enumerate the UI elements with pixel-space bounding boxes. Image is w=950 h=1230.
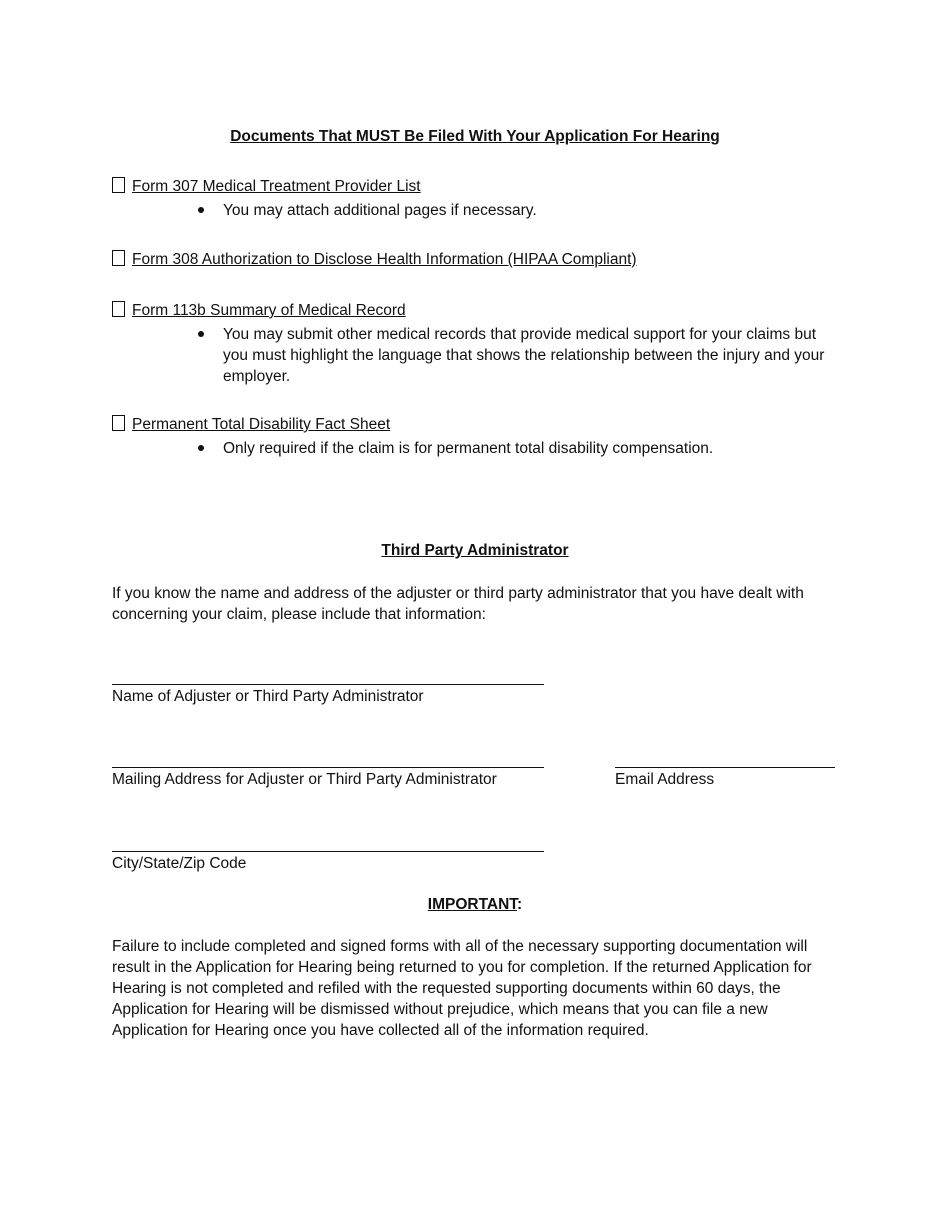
adjuster-name-label: Name of Adjuster or Third Party Administrator [112, 688, 424, 705]
ptd-fact-sheet-label: Permanent Total Disability Fact Sheet [132, 416, 391, 433]
bullet-icon [198, 445, 204, 451]
bullet-icon [198, 331, 204, 337]
important-text: Failure to include completed and signed forms with all of the necessary supporting documentation will result in the Application for Hearing being returned to you for completion. If the returned Application for Hearing is not completed and refiled with the requested supporting documents within 60 days, the Application for Hearing will be dismissed without prejudice, which means that you can file a new Application for Hearing once you have collected all of the information required. [112, 938, 812, 1039]
page-title: Documents That MUST Be Filed With Your Application For Hearing [230, 128, 720, 145]
form-307-checkbox[interactable] [112, 177, 125, 193]
adjuster-name-line[interactable] [112, 684, 544, 685]
tpa-section-title: Third Party Administrator [381, 542, 569, 559]
ptd-fact-sheet-note: Only required if the claim is for permanent total disability compensation. [223, 440, 714, 457]
tpa-intro-text: If you know the name and address of the adjuster or third party administrator that you have dealt with concerning your claim, please include that information: [112, 585, 804, 623]
email-address-line[interactable] [615, 767, 835, 768]
form-307-label: Form 307 Medical Treatment Provider List [132, 178, 421, 195]
ptd-fact-sheet-checkbox[interactable] [112, 415, 125, 431]
form-307-note: You may attach additional pages if necessary. [223, 202, 537, 219]
form-113b-label: Form 113b Summary of Medical Record [132, 302, 406, 319]
mailing-address-label: Mailing Address for Adjuster or Third Party Administrator [112, 771, 497, 788]
mailing-address-line[interactable] [112, 767, 544, 768]
important-heading [0, 895, 950, 915]
city-state-zip-line[interactable] [112, 851, 544, 852]
form-113b-note: You may submit other medical records that provide medical support for your claims but you must highlight the language that shows the relationship between the injury and your employer. [223, 326, 825, 385]
important-colon: : [517, 896, 523, 913]
email-address-label: Email Address [615, 771, 715, 788]
bullet-icon [198, 207, 204, 213]
form-113b-checkbox[interactable] [112, 301, 125, 317]
form-308-label: Form 308 Authorization to Disclose Health Information (HIPAA Compliant) [132, 251, 637, 268]
form-308-checkbox[interactable] [112, 250, 125, 266]
important-title: IMPORTANT [427, 896, 518, 913]
city-state-zip-label: City/State/Zip Code [112, 855, 247, 872]
